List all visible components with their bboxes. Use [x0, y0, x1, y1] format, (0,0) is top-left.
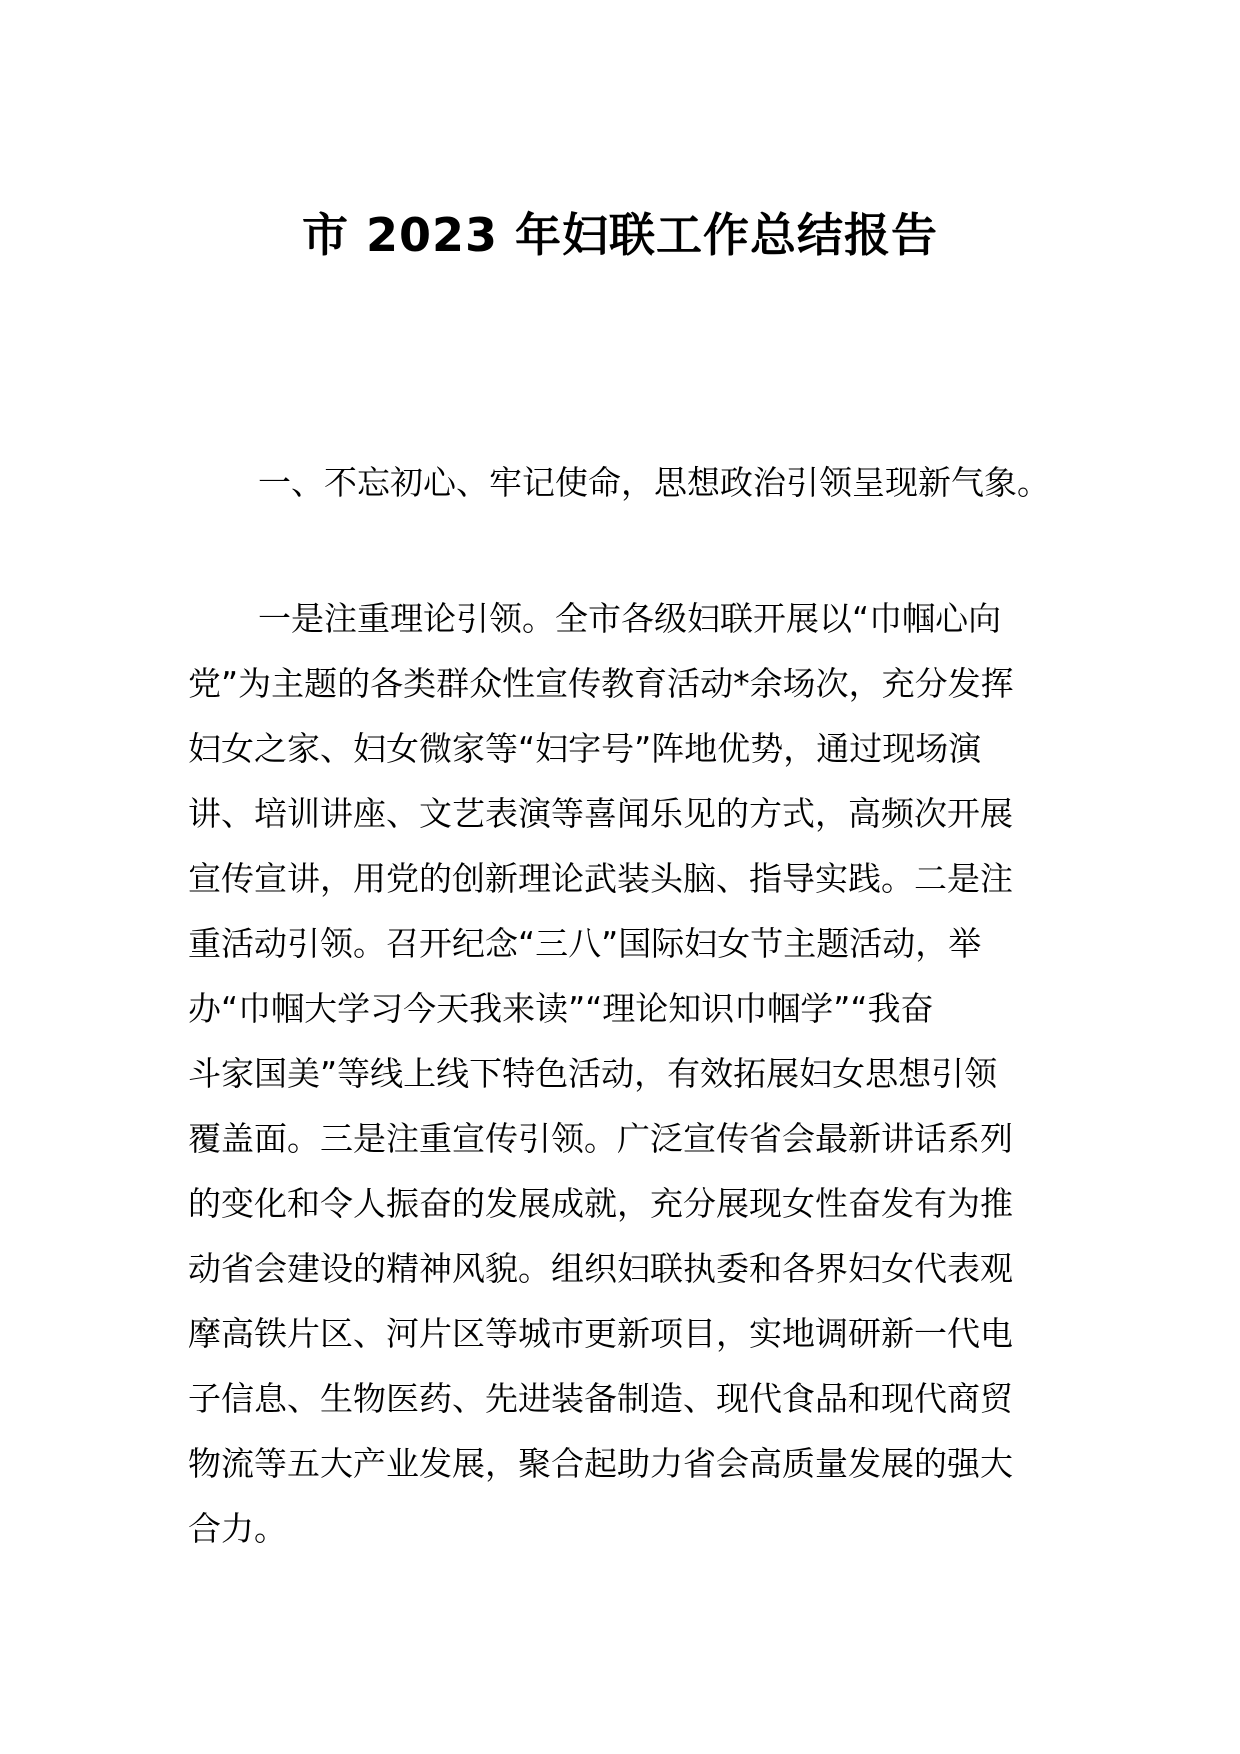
paragraph-line: 子信息、生物医药、先进装备制造、现代食品和现代商贸 — [188, 1379, 1013, 1418]
paragraph-line: 斗家国美”等线上线下特色活动，有效拓展妇女思想引领 — [188, 1054, 998, 1093]
paragraph-line: 摩高铁片区、河片区等城市更新项目，实地调研新一代电 — [188, 1314, 1013, 1353]
paragraph-line: 物流等五大产业发展，聚合起助力省会高质量发展的强大 — [188, 1444, 1013, 1483]
paragraph-line: 一是注重理论引领。全市各级妇联开展以“巾帼心向 — [258, 599, 1002, 638]
paragraph-line: 讲、培训讲座、文艺表演等喜闻乐见的方式，高频次开展 — [188, 794, 1013, 833]
paragraph-line: 覆盖面。三是注重宣传引领。广泛宣传省会最新讲话系列 — [188, 1119, 1013, 1158]
paragraph-line: 的变化和令人振奋的发展成就，充分展现女性奋发有为推 — [188, 1184, 1013, 1223]
section-heading: 一、不忘初心、牢记使命，思想政治引领呈现新气象。 — [258, 463, 1050, 502]
paragraph-line: 办“巾帼大学习今天我来读”“理论知识巾帼学”“我奋 — [188, 989, 934, 1028]
paragraph-line: 动省会建设的精神风貌。组织妇联执委和各界妇女代表观 — [188, 1249, 1013, 1288]
paragraph-line: 宣传宣讲，用党的创新理论武装头脑、指导实践。二是注 — [188, 859, 1013, 898]
paragraph-line: 合力。 — [188, 1509, 287, 1548]
body-paragraph — [188, 586, 1048, 1561]
paragraph-line: 党”为主题的各类群众性宣传教育活动*余场次，充分发挥 — [188, 664, 1014, 703]
paragraph-line: 重活动引领。召开纪念“三八”国际妇女节主题活动，举 — [188, 924, 982, 963]
paragraph-line: 妇女之家、妇女微家等“妇字号”阵地优势，通过现场演 — [188, 729, 982, 768]
document-title: 市 2023 年妇联工作总结报告 — [301, 208, 939, 262]
